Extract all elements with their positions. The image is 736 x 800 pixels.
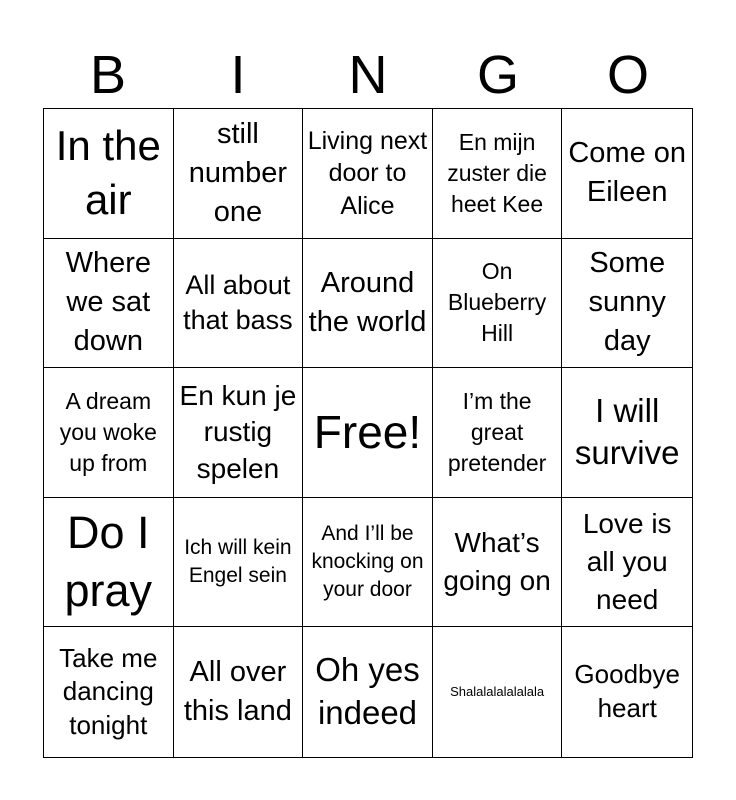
bingo-cell[interactable] xyxy=(303,368,433,498)
bingo-cell[interactable] xyxy=(562,627,692,757)
cell-text: All over this land xyxy=(183,656,292,728)
header-letter-b: B xyxy=(89,45,127,105)
free-space: Free! xyxy=(313,405,422,458)
bingo-cell[interactable] xyxy=(562,239,692,369)
cell-text: Take me dancing tonight xyxy=(59,642,158,741)
cell-text: I’m the great pretender xyxy=(447,387,547,477)
cell-text: En mijn zuster die heet Kee xyxy=(447,128,547,217)
bingo-cell[interactable] xyxy=(303,239,433,369)
cell-text: Ich will kein Engel sein xyxy=(184,535,292,588)
bingo-cell[interactable] xyxy=(433,368,563,498)
bingo-cell[interactable] xyxy=(433,239,563,369)
bingo-cell[interactable] xyxy=(433,498,563,628)
cell-text: Around the world xyxy=(308,266,427,338)
bingo-cell[interactable] xyxy=(174,109,304,239)
bingo-cell[interactable] xyxy=(562,498,692,628)
bingo-cell[interactable] xyxy=(174,498,304,628)
cell-text: Shalalalalalalala xyxy=(450,683,545,699)
cell-text: What’s going on xyxy=(443,527,551,597)
bingo-cell[interactable] xyxy=(303,109,433,239)
bingo-cell[interactable] xyxy=(44,627,174,757)
cell-text: All about that bass xyxy=(183,269,293,335)
cell-text: And I’ll be knocking on your door xyxy=(311,521,424,602)
cell-text: Love is all you need xyxy=(582,508,672,615)
bingo-cell[interactable] xyxy=(44,368,174,498)
cell-text: A dream you woke up from xyxy=(59,387,157,477)
cell-text: Living next door to Alice xyxy=(307,126,428,220)
cell-text: I will survive xyxy=(574,391,680,472)
bingo-board xyxy=(43,108,693,758)
cell-text: On Blueberry Hill xyxy=(447,258,547,347)
cell-text: Where we sat down xyxy=(65,247,151,358)
cell-text: Some sunny day xyxy=(588,247,666,358)
bingo-cell[interactable] xyxy=(562,368,692,498)
bingo-cell[interactable] xyxy=(174,239,304,369)
bingo-cell[interactable] xyxy=(562,109,692,239)
bingo-cell[interactable] xyxy=(174,368,304,498)
bingo-cell[interactable] xyxy=(174,627,304,757)
cell-text: In the air xyxy=(55,121,161,224)
cell-text: Goodbye heart xyxy=(574,659,680,724)
bingo-cell[interactable] xyxy=(303,498,433,628)
cell-text: still number one xyxy=(188,117,288,228)
bingo-cell[interactable] xyxy=(433,109,563,239)
bingo-cell[interactable] xyxy=(44,239,174,369)
header-letter-i: I xyxy=(230,45,246,105)
header-letter-o: O xyxy=(606,45,649,105)
cell-text: En kun je rustig spelen xyxy=(179,379,297,484)
bingo-cell[interactable] xyxy=(44,109,174,239)
cell-text: Come on Eileen xyxy=(568,137,687,209)
bingo-cell[interactable] xyxy=(433,627,563,757)
bingo-cell[interactable] xyxy=(44,498,174,628)
cell-text: Oh yes indeed xyxy=(315,651,420,732)
bingo-header xyxy=(43,40,693,110)
header-letter-g: G xyxy=(476,45,519,105)
header-letter-n: N xyxy=(348,45,388,105)
bingo-cell[interactable] xyxy=(303,627,433,757)
cell-text: Do I pray xyxy=(64,506,153,617)
